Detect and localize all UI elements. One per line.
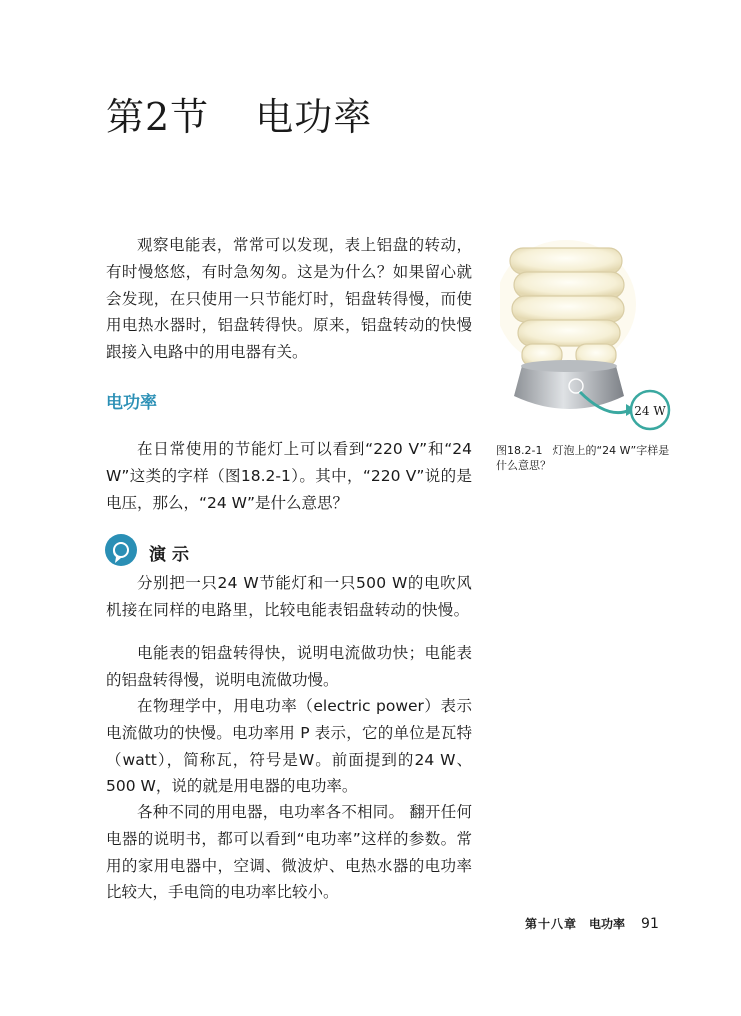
demo-text: 分别把一只24 W节能灯和一只500 W的电吹风机接在同样的电路里，比较电能表铝盘转动的快慢。 [106, 574, 472, 619]
paragraph-3: 在物理学中，用电功率（electric power）表示电流做功的快慢。电功率用 P 表示，它的单位是瓦特（watt），简称瓦，符号是W。前面提到的24 W、500 W，说的就是用电器的电功率。 [106, 697, 472, 796]
page-footer [525, 915, 659, 932]
paragraph-4: 各种不同的用电器，电功率各不相同。 翻开任何电器的说明书，都可以看到“电功率”这样的参数。常用的家用电器中，空调、微波炉、电热水器的电功率比较大，手电筒的电功率比较小。 [106, 803, 472, 902]
paragraph-2: 电能表的铝盘转得快，说明电流做功快；电能表的铝盘转得慢，说明电流做功慢。 [106, 644, 472, 689]
figure-badge-label: 24 W [634, 404, 666, 418]
footer-chapter-title: 电功率 [589, 917, 626, 931]
section-name: 电功率 [255, 95, 373, 139]
footer-chapter: 第十八章 [525, 917, 578, 931]
paragraph-1: 在日常使用的节能灯上可以看到“220 V”和“24 W”这类的字样（图18.2-1）。其中，“220 V”说的是电压，那么，“24 W”是什么意思？ [106, 440, 472, 512]
intro-paragraph: 观察电能表，常常可以发现，表上铝盘的转动，有时慢悠悠，有时急匆匆。这是为什么？如果留心就会发现，在只使用一只节能灯时，铝盘转得慢，而使用电热水器时，铝盘转得快。原来，铝盘转动的快慢跟接入电路中的用电器有关。 [106, 236, 472, 362]
page-title [106, 86, 372, 141]
figure-caption-text: 灯泡上的“24 W”字样是什么意思？ [496, 444, 670, 472]
figure-caption [496, 443, 678, 473]
demo-label: 演示 [149, 545, 195, 565]
figure-number: 图18.2-1 [496, 444, 543, 457]
cfl-bulb-icon [500, 234, 676, 439]
page-number: 91 [641, 916, 659, 932]
section-heading: 电功率 [106, 393, 157, 413]
demo-icon [104, 533, 138, 569]
bulb-figure [500, 234, 676, 439]
section-number: 第2节 [106, 95, 210, 139]
